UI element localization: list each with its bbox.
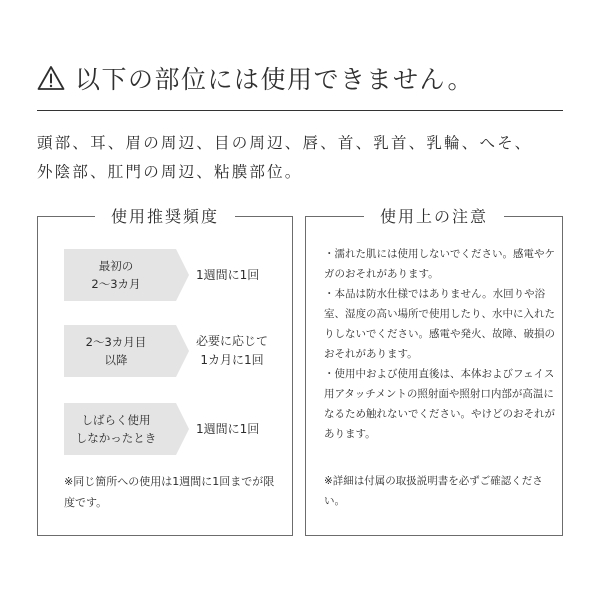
caution-list	[324, 244, 556, 444]
frequency-row-label: 最初の 2〜3カ月	[64, 249, 176, 301]
warning-triangle-icon	[37, 65, 65, 91]
restricted-parts-line-2: 外陰部、肛門の周辺、粘膜部位。	[37, 163, 303, 181]
frequency-row-label: しばらく使用 しなかったとき	[64, 403, 176, 455]
caution-panel-title: 使用上の注意	[364, 207, 504, 226]
frequency-note: ※同じ箇所への使用は1週間に1回までが限度です。	[64, 475, 275, 509]
caution-item: ・本品は防水仕様ではありません。水回りや浴室、湿度の高い場所で使用したり、水中に入れたりしないでください。感電や発火、故障、破損のおそれがあります。	[324, 288, 555, 360]
caution-item: ・使用中および使用直後は、本体およびフェイス用アタッチメントの照射面や照射口内部が高温になるため触れないでください。やけどのおそれがあります。	[324, 368, 555, 440]
frequency-row-value: 必要に応じて 1カ月に1回	[196, 334, 269, 367]
frequency-row	[64, 325, 278, 377]
frequency-panel-title: 使用推奨頻度	[95, 207, 235, 226]
frequency-panel	[37, 207, 293, 536]
frequency-row	[64, 403, 278, 455]
caution-note: ※詳細は付属の取扱説明書を必ずご確認ください。	[324, 475, 543, 507]
frequency-row-value: 1週間に1回	[196, 267, 260, 282]
frequency-row-label: 2〜3カ月目 以降	[64, 325, 176, 377]
frequency-row	[64, 249, 278, 301]
caution-panel	[305, 207, 563, 536]
header-divider	[37, 110, 563, 111]
caution-item: ・濡れた肌には使用しないでください。感電やケガのおそれがあります。	[324, 248, 555, 280]
restricted-parts-line-1: 頭部、耳、眉の周辺、目の周辺、唇、首、乳首、乳輪、へそ、	[37, 134, 533, 152]
page-title: 以下の部位には使用できません。	[75, 65, 475, 94]
warning-header	[37, 58, 563, 98]
frequency-row-value: 1週間に1回	[196, 421, 260, 436]
restricted-parts-text	[37, 129, 567, 187]
